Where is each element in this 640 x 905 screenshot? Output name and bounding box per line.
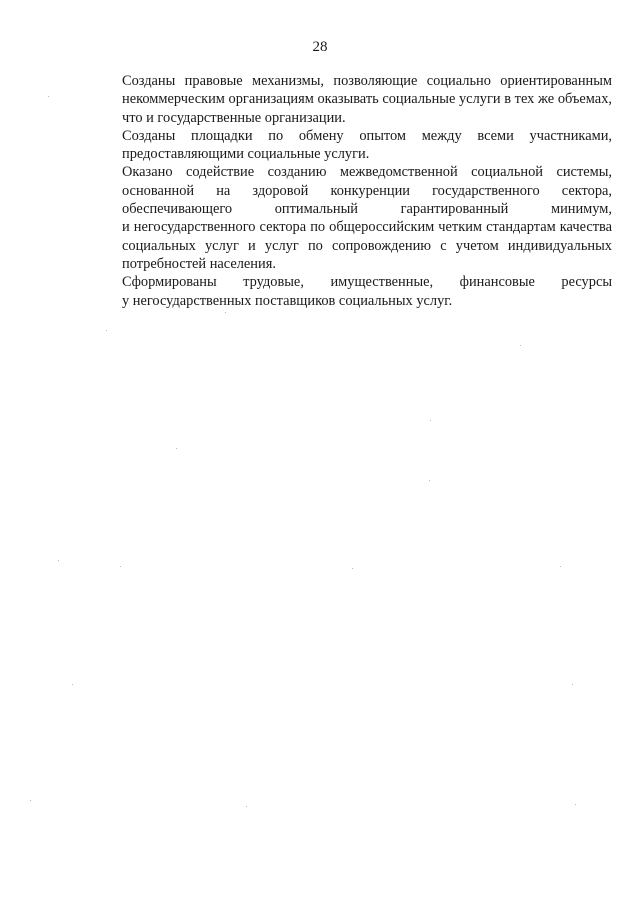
paragraph-legal-mechanisms <box>80 72 612 127</box>
text-line: Оказано содействие созданию межведомственной социальной системы, <box>122 164 612 181</box>
scan-speck <box>560 566 561 567</box>
text-line: что и государственные организации. <box>122 109 346 126</box>
scan-speck <box>72 684 73 685</box>
scan-speck <box>429 480 430 481</box>
scan-speck <box>30 800 31 801</box>
scan-speck <box>58 560 59 561</box>
scan-speck <box>48 96 49 97</box>
paragraph-experience-exchange <box>80 127 612 164</box>
text-line: обеспечивающего оптимальный гарантированный минимум, <box>122 201 612 218</box>
text-line: у негосударственных поставщиков социальных услуг. <box>122 292 453 309</box>
text-line: потребностей населения. <box>122 255 276 272</box>
scan-speck <box>430 420 431 421</box>
text-line: социальных услуг и услуг по сопровождению с учетом индивидуальных <box>122 237 612 254</box>
scan-speck <box>106 330 107 331</box>
scan-speck <box>572 684 573 685</box>
text-line: и негосударственного сектора по общероссийским четким стандартам качества <box>122 219 612 236</box>
text-line: основанной на здоровой конкуренции государственного сектора, <box>122 182 612 199</box>
scan-speck <box>120 566 121 567</box>
scan-speck <box>520 345 521 346</box>
scan-speck <box>225 312 226 313</box>
text-line: предоставляющими социальные услуги. <box>122 146 370 163</box>
page-number: 28 <box>312 39 328 55</box>
scan-speck <box>176 448 177 449</box>
paragraph-resources <box>80 273 612 310</box>
text-line: Созданы площадки по обмену опытом между всеми участниками, <box>122 127 612 144</box>
paragraph-social-system <box>80 163 612 273</box>
document-body <box>80 72 612 310</box>
scan-speck <box>246 806 247 807</box>
text-line: Сформированы трудовые, имущественные, финансовые ресурсы <box>122 274 612 291</box>
text-line: некоммерческим организациям оказывать социальные услуги в тех же объемах, <box>122 91 612 108</box>
scan-speck <box>352 568 353 569</box>
text-line: Созданы правовые механизмы, позволяющие социально ориентированным <box>122 73 612 89</box>
scan-speck <box>575 804 576 805</box>
